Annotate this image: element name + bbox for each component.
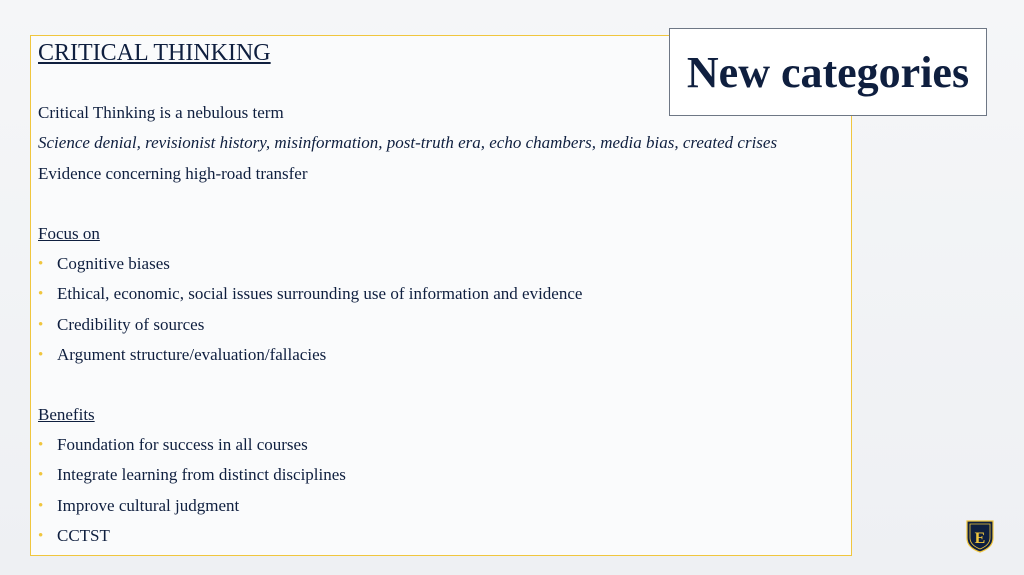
benefit-item-text: Integrate learning from distinct disciplines xyxy=(57,465,346,485)
bullet-icon: • xyxy=(38,286,44,303)
benefit-item-text: CCTST xyxy=(57,525,110,545)
focus-item xyxy=(38,310,838,340)
benefit-item xyxy=(38,521,838,551)
focus-item xyxy=(38,249,838,279)
benefit-item xyxy=(38,430,838,460)
bullet-icon: • xyxy=(38,467,44,484)
bullet-icon: • xyxy=(38,346,44,363)
benefit-item xyxy=(38,460,838,490)
logo-letter: E xyxy=(974,530,986,547)
intro-line: Critical Thinking is a nebulous term xyxy=(38,103,284,123)
benefit-item-text: Improve cultural judgment xyxy=(57,495,240,515)
focus-item-text: Credibility of sources xyxy=(57,314,205,334)
focus-item-text: Ethical, economic, social issues surrounding use of information and evidence xyxy=(57,284,583,304)
benefit-item-text: Foundation for success in all courses xyxy=(57,435,308,455)
section-heading: CRITICAL THINKING xyxy=(38,40,271,66)
title-box xyxy=(669,28,987,116)
benefit-item xyxy=(38,491,838,521)
slide-title: New categories xyxy=(686,47,970,97)
bullet-icon: • xyxy=(38,497,44,514)
focus-item xyxy=(38,279,838,309)
bullet-icon: • xyxy=(38,256,44,273)
spacer xyxy=(38,189,838,219)
focus-item-text: Argument structure/evaluation/fallacies xyxy=(57,344,327,364)
bullet-icon: • xyxy=(38,437,44,454)
university-shield-logo-icon xyxy=(966,520,994,553)
focus-item xyxy=(38,340,838,370)
intro-line: Evidence concerning high-road transfer xyxy=(38,163,308,183)
spacer xyxy=(38,370,838,400)
bullet-icon: • xyxy=(38,527,44,544)
bullet-icon: • xyxy=(38,316,44,333)
intro-line-italic: Science denial, revisionist history, misinformation, post-truth era, echo chambers, media bias, created crises xyxy=(38,133,778,153)
benefits-label: Benefits xyxy=(38,405,95,425)
focus-label: Focus on xyxy=(38,223,100,243)
focus-item-text: Cognitive biases xyxy=(57,254,170,274)
